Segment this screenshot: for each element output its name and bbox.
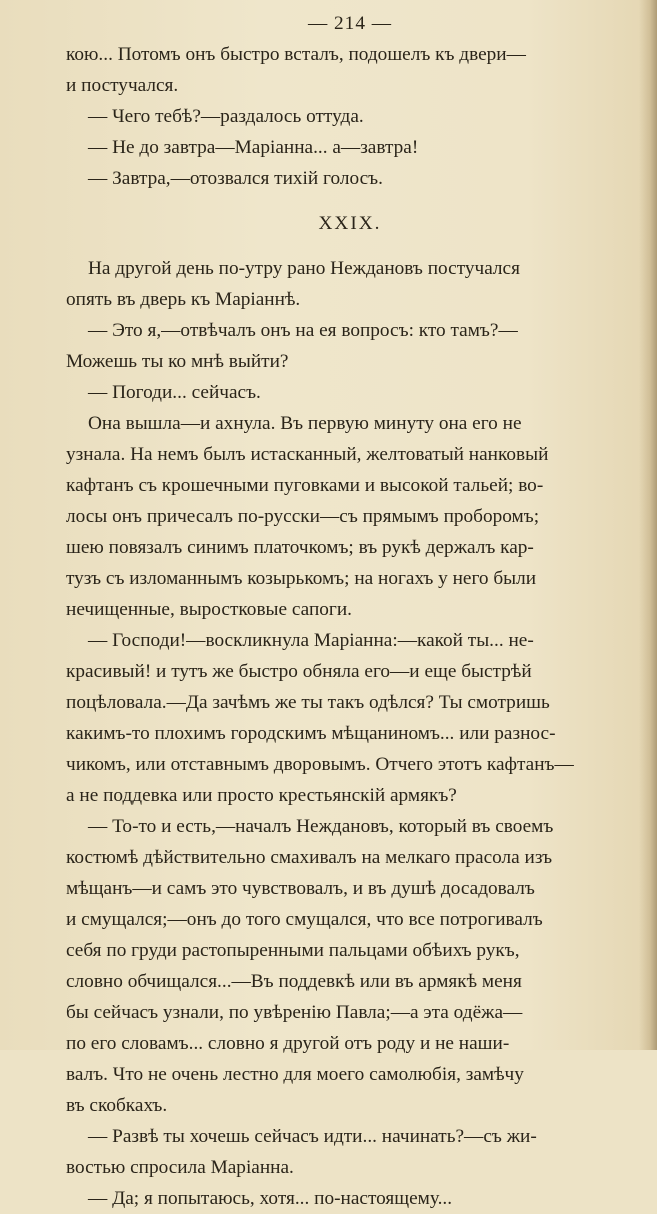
text-line: — То-то и есть,—началъ Неждановъ, который въ своемъ: [88, 816, 554, 837]
text-line: какимъ-то плохимъ городскимъ мѣщаниномъ... или разнос-: [66, 723, 556, 744]
text-line: словно обчищался...—Въ поддевкѣ или въ армякѣ меня: [66, 971, 522, 992]
text-line: и смущался;—онъ до того смущался, что все потрогивалъ: [66, 909, 543, 930]
text-line: валъ. Что не очень лестно для моего самолюбія, замѣчу: [66, 1064, 524, 1085]
text-line: поцѣловала.—Да зачѣмъ же ты такъ одѣлся? Ты смотришь: [66, 692, 550, 713]
text-line: въ скобкахъ.: [66, 1095, 168, 1116]
text-line: Можешь ты ко мнѣ выйти?: [66, 351, 289, 372]
text-line: тузъ съ изломаннымъ козырькомъ; на ногахъ у него были: [66, 568, 537, 589]
text-line: по его словамъ... словно я другой отъ роду и не наши-: [66, 1033, 510, 1054]
text-line: нечищенные, выростковые сапоги.: [66, 599, 352, 620]
text-line: опять въ дверь къ Маріаннѣ.: [66, 289, 301, 310]
text-line: бы сейчасъ узнали, по увѣренію Павла;—а эта одёжа—: [66, 1002, 523, 1023]
text-line: — Да; я попытаюсь, хотя... по-настоящему...: [88, 1188, 453, 1209]
text-line: кою... Потомъ онъ быстро всталъ, подошелъ къ двери—: [66, 44, 526, 65]
text-line: — Завтра,—отозвался тихій голосъ.: [88, 168, 383, 189]
text-line: и постучался.: [66, 75, 179, 96]
text-line: кафтанъ съ крошечными пуговками и высокой тальей; во-: [66, 475, 544, 496]
page-edge-shadow: [639, 0, 657, 1050]
text-line: костюмѣ дѣйствительно смахивалъ на мелкаго прасола изъ: [66, 847, 553, 868]
text-line: мѣщанъ—и самъ это чувствовалъ, и въ душѣ досадовалъ: [66, 878, 535, 899]
text-line: красивый! и тутъ же быстро обняла его—и еще быстрѣй: [66, 661, 532, 682]
chapter-heading: XXIX.: [318, 213, 382, 234]
text-line: себя по груди растопыренными пальцами обѣихъ рукъ,: [66, 940, 520, 961]
text-line: востью спросила Маріанна.: [66, 1157, 294, 1178]
text-line: узнала. На немъ былъ истасканный, желтоватый нанковый: [66, 444, 549, 465]
text-line: — Это я,—отвѣчалъ онъ на ея вопросъ: кто тамъ?—: [88, 320, 518, 341]
text-line: шею повязалъ синимъ платочкомъ; въ рукѣ держалъ кар-: [66, 537, 534, 558]
page-text: [66, 8, 634, 1214]
text-line: а не поддевка или просто крестьянскій армякъ?: [66, 785, 457, 806]
text-line: чикомъ, или отставнымъ дворовымъ. Отчего этотъ кафтанъ—: [66, 754, 574, 775]
text-line: — Погоди... сейчасъ.: [88, 382, 261, 403]
page-number: — 214 —: [307, 13, 393, 34]
text-line: Она вышла—и ахнула. Въ первую минуту она его не: [88, 413, 522, 434]
text-line: На другой день по-утру рано Неждановъ постучался: [88, 258, 520, 279]
text-line: лосы онъ причесалъ по-русски—съ прямымъ проборомъ;: [66, 506, 540, 527]
text-line: — Не до завтра—Маріанна... а—завтра!: [88, 137, 419, 158]
text-line: — Чего тебѣ?—раздалось оттуда.: [88, 106, 364, 127]
text-line: — Развѣ ты хочешь сейчасъ идти... начинать?—съ жи-: [88, 1126, 537, 1147]
text-line: — Господи!—воскликнула Маріанна:—какой ты... не-: [88, 630, 534, 651]
